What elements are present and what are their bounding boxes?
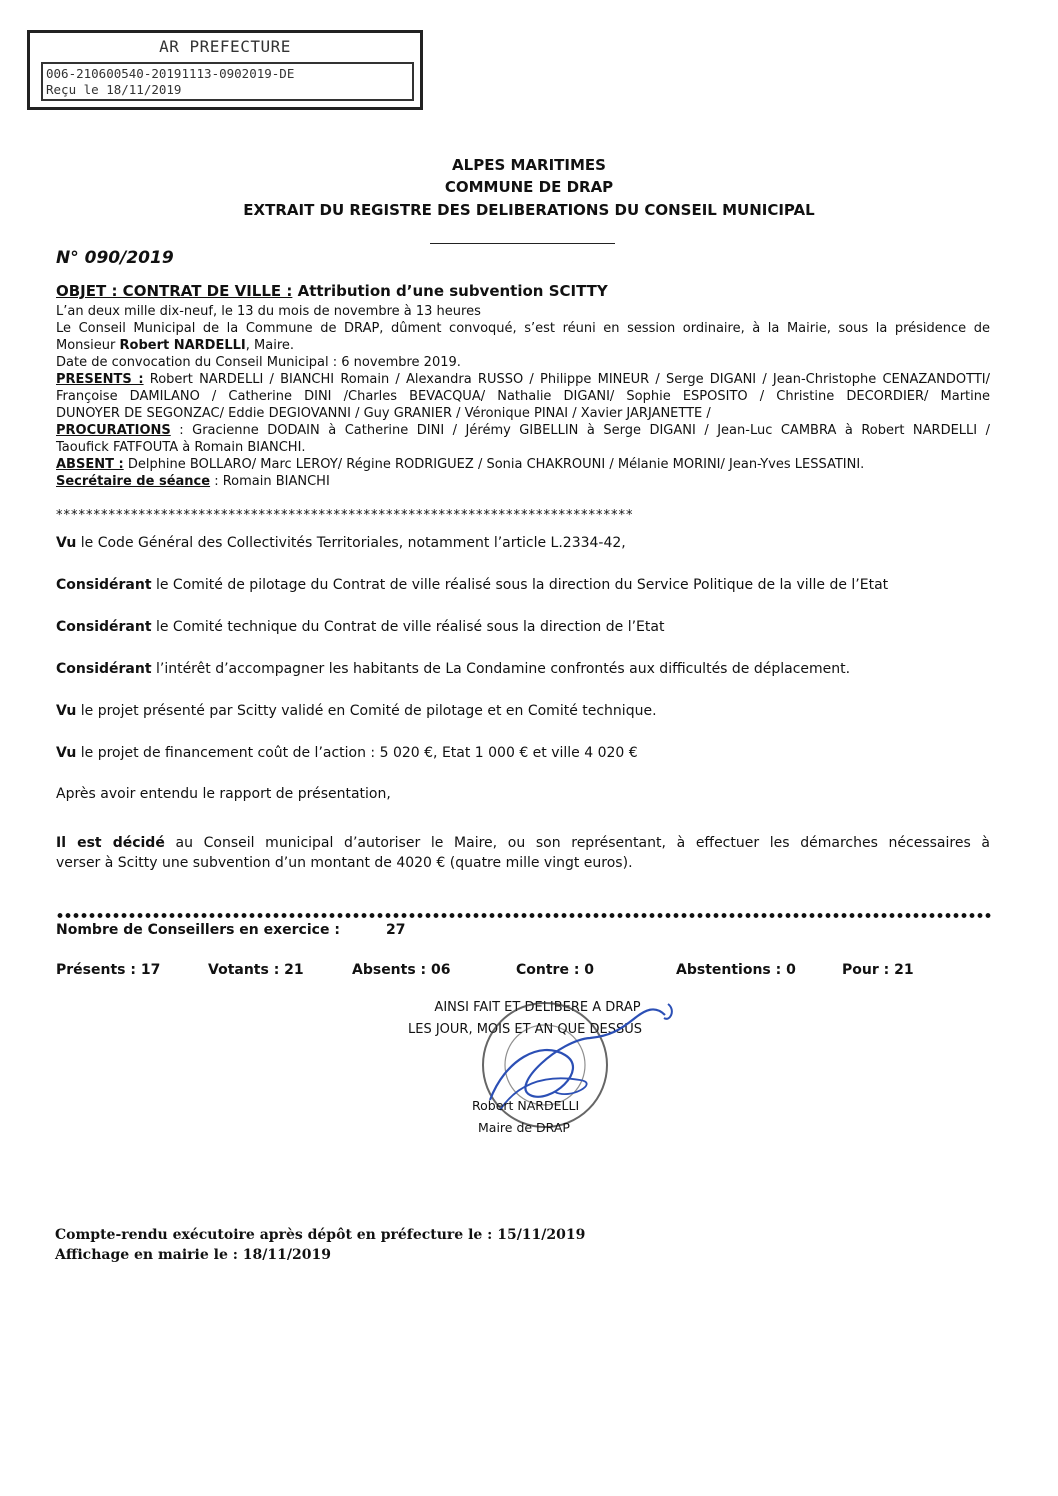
procurations-label: PROCURATIONS xyxy=(56,423,171,438)
posting-notice: Affichage en mairie le : 18/11/2019 xyxy=(55,1247,331,1263)
president-name: Robert NARDELLI xyxy=(119,338,246,353)
signature-line-2: LES JOUR, MOIS ET AN QUE DESSUS xyxy=(407,1022,642,1037)
considerant-2 xyxy=(56,575,888,595)
session-date: L’an deux mille dix-neuf, le 13 du mois de novembre à 13 heures xyxy=(56,304,481,319)
councillors-count-value: 27 xyxy=(386,922,406,938)
considerant-4 xyxy=(56,659,850,679)
considerant-6 xyxy=(56,743,638,763)
considerant-5 xyxy=(56,701,657,721)
stamp-reference: 006-210600540-20191113-0902019-DE xyxy=(46,66,295,81)
considerant-lead: Vu xyxy=(56,535,77,551)
object-text: Attribution d’une subvention SCITTY xyxy=(292,282,608,300)
vote-presents: Présents : 17 xyxy=(56,962,161,978)
stamp-title: AR PREFECTURE xyxy=(159,37,291,56)
stamp-received-date: Reçu le 18/11/2019 xyxy=(46,82,182,97)
councillors-count-label: Nombre de Conseillers en exercice : xyxy=(56,922,340,938)
deliberation-number: N° 090/2019 xyxy=(56,248,174,268)
decision-block xyxy=(56,833,990,873)
vote-absents: Absents : 06 xyxy=(352,962,451,978)
vote-votants: Votants : 21 xyxy=(208,962,304,978)
considerant-text: l’intérêt d’accompagner les habitants de La Condamine confrontés aux difficultés de déplacement. xyxy=(151,661,851,677)
executory-notice: Compte-rendu exécutoire après dépôt en préfecture le : 15/11/2019 xyxy=(55,1227,586,1243)
object-label: OBJET : CONTRAT DE VILLE : xyxy=(56,282,293,300)
president-suffix: , Maire. xyxy=(245,338,295,353)
secretary-text: : Romain BIANCHI xyxy=(210,474,330,489)
decision-lead: Il est décidé xyxy=(56,835,165,851)
decision-line-2: verser à Scitty une subvention d’un montant de 4020 € (quatre mille vingt euros). xyxy=(56,855,633,871)
considerant-1 xyxy=(56,533,626,553)
handwritten-signature xyxy=(490,1009,665,1100)
considerant-text: le projet présenté par Scitty validé en Comité de pilotage et en Comité technique. xyxy=(76,703,657,719)
presents-line-1 xyxy=(56,371,990,388)
absent-text: Delphine BOLLARO/ Marc LEROY/ Régine RODRIGUEZ / Sonia CHAKROUNI / Mélanie MORINI/ Jean-Yves LESSATINI. xyxy=(123,457,865,472)
absent-line xyxy=(56,456,990,473)
considerant-lead: Considérant xyxy=(56,619,152,635)
session-president xyxy=(56,337,990,354)
considerant-lead: Vu xyxy=(56,703,77,719)
considerant-3 xyxy=(56,617,664,637)
absent-label: ABSENT : xyxy=(56,457,124,472)
convocation-date: Date de convocation du Conseil Municipal : 6 novembre 2019. xyxy=(56,355,461,370)
secretary-line xyxy=(56,473,990,490)
presents-label: PRESENTS : xyxy=(56,372,144,387)
session-convened: Le Conseil Municipal de la Commune de DRAP, dûment convoqué, s’est réuni en session ordinaire, à la Mairie, sous la présidence de xyxy=(56,321,990,336)
header-register-title: EXTRAIT DU REGISTRE DES DELIBERATIONS DU CONSEIL MUNICIPAL xyxy=(243,201,815,219)
considerant-lead: Considérant xyxy=(56,577,152,593)
decision-line-1 xyxy=(56,833,990,853)
seal-and-signature xyxy=(470,1000,690,1140)
header-commune: COMMUNE DE DRAP xyxy=(444,178,614,196)
considerant-text: le projet de financement coût de l’action : 5 020 €, Etat 1 000 € et ville 4 020 € xyxy=(76,745,638,761)
considerant-text: le Code Général des Collectivités Territoriales, notamment l’article L.2334-42, xyxy=(76,535,626,551)
presents-text-1: Robert NARDELLI / BIANCHI Romain / Alexandra RUSSO / Philippe MINEUR / Serge DIGANI / Jean-Christophe CENAZANDOTTI/ xyxy=(143,372,990,387)
vote-pour: Pour : 21 xyxy=(842,962,914,978)
vote-abstentions: Abstentions : 0 xyxy=(676,962,796,978)
vote-contre: Contre : 0 xyxy=(516,962,595,978)
header-divider xyxy=(430,243,615,244)
presents-line-2: Françoise DAMILANO / Catherine DINI /Charles BEVACQUA/ Nathalie DIGANI/ Sophie ESPOSITO / Christine DECORDIER/ Martine xyxy=(56,389,990,404)
separator-stars: ***************************************************************************** xyxy=(56,508,634,523)
considerant-text: Après avoir entendu le rapport de présentation, xyxy=(56,786,391,802)
signatory-name: Robert NARDELLI xyxy=(472,1098,580,1113)
header-department: ALPES MARITIMES xyxy=(452,156,606,174)
separator-dots xyxy=(56,912,991,919)
signatory-title: Maire de DRAP xyxy=(478,1120,570,1135)
deliberation-object xyxy=(56,282,608,300)
considerant-text: le Comité technique du Contrat de ville réalisé sous la direction de l’Etat xyxy=(151,619,665,635)
prefecture-stamp xyxy=(27,30,423,110)
procurations-text-1: : Gracienne DODAIN à Catherine DINI / Jérémy GIBELLIN à Serge DIGANI / Jean-Luc CAMBRA à Robert NARDELLI / xyxy=(170,423,990,438)
considerant-lead: Considérant xyxy=(56,661,152,677)
decision-text-1: au Conseil municipal d’autoriser le Maire, ou son représentant, à effectuer les démarches nécessaires à xyxy=(164,835,990,851)
considerant-lead: Vu xyxy=(56,745,77,761)
signature-line-1: AINSI FAIT ET DELIBERE A DRAP xyxy=(434,1000,641,1015)
secretary-label: Secrétaire de séance xyxy=(56,474,211,489)
session-block xyxy=(56,303,990,490)
considerant-text: le Comité de pilotage du Contrat de ville réalisé sous la direction du Service Politique de la ville de l’Etat xyxy=(151,577,889,593)
presents-line-3: DUNOYER DE SEGONZAC/ Eddie DEGIOVANNI / Guy GRANIER / Véronique PINAI / Xavier JARJANETTE / xyxy=(56,406,711,421)
president-prefix: Monsieur xyxy=(56,338,120,353)
procurations-line-1 xyxy=(56,422,990,439)
procurations-line-2: Taoufick FATFOUTA à Romain BIANCHI. xyxy=(56,440,306,455)
stamp-reference-box xyxy=(41,62,414,101)
considerant-7 xyxy=(56,784,391,804)
